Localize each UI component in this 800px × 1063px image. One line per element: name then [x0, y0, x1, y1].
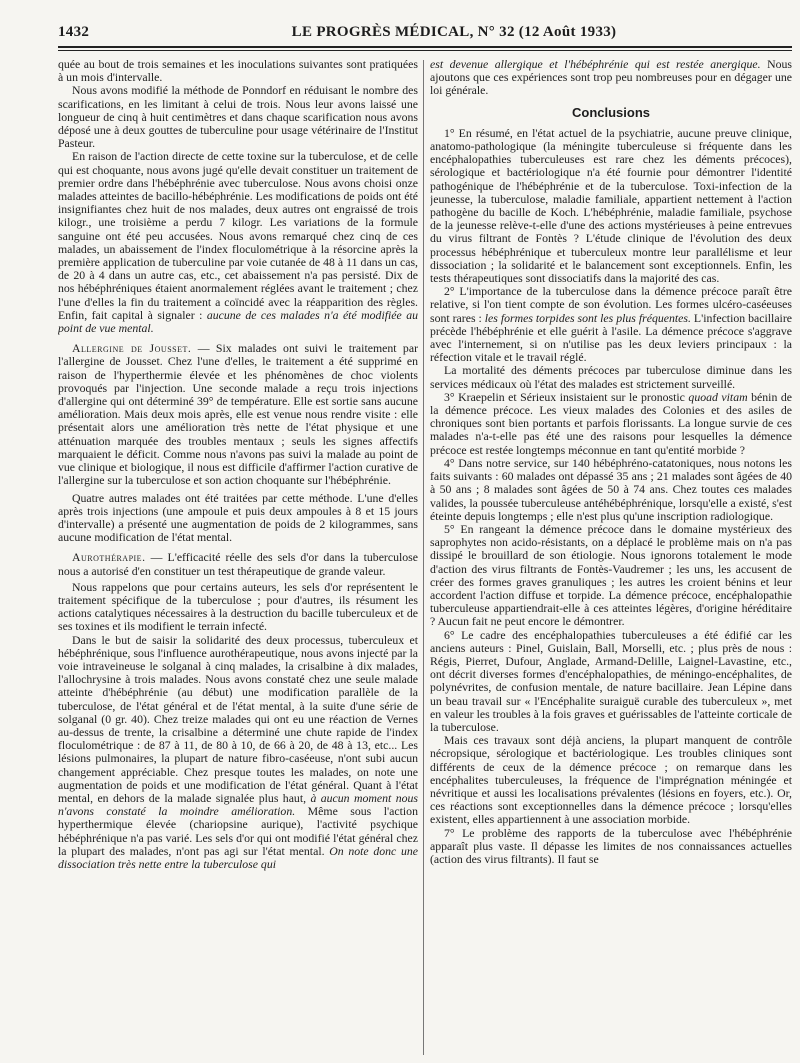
paragraph: est devenue allergique et l'hébéphrénie qui est restée anergique. Nous ajoutons que ces expériences sont trop peu nombreuses pour en dégager une loi générale.	[430, 58, 792, 98]
section-heading: Allergine de Jousset.	[72, 341, 192, 356]
paragraph-aurotherapie: Aurothérapie. — L'efficacité réelle des sels d'or dans la tuberculose nous a autorisé d'en constituer un test thérapeutique de grande valeur.	[58, 550, 418, 578]
paragraph: En raison de l'action directe de cette toxine sur la tuberculose, et de celle qui est choquante, nous avons jugé qu'elle devait constituer un traitement de premier ordre dans l'hébéphrénie avec tuberculose. Nous avons choisi onze malades atteintes de bacillo-hébéphrénie. Les modifications de poids ont été insignifiantes chez huit de nos malades, deux autres ont engraissé de trois kilogr., une troisième a perdu 7 kilogr. Les variations de la formule sanguine ont été peu accusées. Nous avons remarqué chez cinq de ces malades, un abaissement de l'index floculométrique à la résorcine après la première application de tuberculine par voie cutanée de 48 à 11 dans un cas, de 20 à 4 dans un autre cas, etc., cet abaissement n'a pas persisté. Dix de nos hébéphréniques étaient anormalement réglées avant le traitement ; chez l'une d'elles la fin du traitement a coïncidé avec la réapparition des règles. Enfin, fait capital à signaler : aucune de ces malades n'a été modifiée au point de vue mental.	[58, 149, 418, 336]
paragraph: Nous avons modifié la méthode de Ponndorf en réduisant le nombre des scarifications, en les limitant à celui de trois. Nous leur avons laissé une longueur de cinq à huit centimètres et dans chaque scarification nous avons déposé une à deux gouttes de tuberculine pour usage vétérinaire de l'Institut Pasteur.	[58, 83, 418, 151]
conclusion-5: 5° En rangeant la démence précoce dans le domaine mystérieux des saprophytes non acido-résistants, on a déplacé le problème mais on n'a pas dissipé le brouillard de son étiologie. Nous ignorons totalement le mode d'action des virus filtrants de Fontès-Vaudremer ; les uns, les accusent de créer des formes graves granuliques ; les autres les croient bénins et leur accordent l'action diffuse et torpide. La démence précoce, encéphalopathie tuberculeuse appartiendrait-elle à ces atteintes légères, d'origine héréditaire ? Aucun fait ne peut encore le démontrer.	[430, 521, 792, 629]
paragraph: Mais ces travaux sont déjà anciens, la plupart manquent de contrôle nécropsique, sérologique et bactériologique. Les troubles cliniques sont différents de ceux de la démence précoce ; on remarque dans les encéphalites tuberculeuses, la fréquence de l'imprégnation méningée et névritique et aussi les localisations prévalentes (lésions en foyers, etc.). Or, ces réactions sont exceptionnelles dans la démence précoce ; lorsqu'elles existent, elles appartiennent à une association morbide.	[430, 733, 792, 827]
conclusion-7: 7° Le problème des rapports de la tuberculose avec l'hébéphrénie apparaît plus vaste. Il dépasse les limites de nos connaissances actuelles (action des virus filtrants). Il faut se	[430, 825, 792, 866]
conclusion-4: 4° Dans notre service, sur 140 hébéphréno-catatoniques, nous notons les faits suivants : 60 malades ont dépassé 35 ans ; 21 malades sont âgées de 40 à 50 ans ; 8 malades sont âgées de 50 à 74 ans. Chez toutes ces malades valides, la poussée tuberculeuse antéhébéphrénique, lorsqu'elle a existé, s'est éteinte depuis longtemps ; elle n'est plus qu'une inscription radiologique.	[430, 455, 792, 523]
header-rule-thin	[58, 50, 792, 51]
paragraph: Nous rappelons que pour certains auteurs, les sels d'or représentent le traitement spécifique de la tuberculose ; pour d'autres, ils résument les actions catalytiques nécessaires à la destruction du bacille tuberculeux et de ses toxines et ils modifient le terrain infecté.	[58, 579, 418, 634]
paragraph: quée au bout de trois semaines et les inoculations suivantes sont pratiquées à un mois d'intervalle.	[58, 58, 418, 85]
paragraph: Quatre autres malades ont été traitées par cette méthode. L'une d'elles après trois injections (une ampoule et puis deux ampoules à 8 et 15 jours d'intervalle) a présenté une augmentation de poids de 2 kilogrammes, sans aucune modification de l'état mental.	[58, 490, 418, 545]
page-header	[58, 24, 790, 46]
conclusion-6: 6° Le cadre des encéphalopathies tuberculeuses a été édifié car les anciens auteurs : Pinel, Guislain, Ball, Morselli, etc. ; plus près de nous : Régis, Pierret, Dufour, Anglade, Armand-Delille, Laignel-Lavastine, etc., ont décrit diverses formes d'encéphalopathies, de méningo-encéphalites, de polynévrites, de confusion mentale, de nature bacillaire. Jean Lépine dans un beau travail sur « l'Encéphalite suraiguë curable des tuberculeux », met en valeur les troubles à la fois graves et guérissables de l'atteinte corticale de la tuberculose.	[430, 627, 792, 734]
paragraph: La mortalité des déments précoces par tuberculose diminue dans les services médicaux où l'état des malades est strictement surveillé.	[430, 363, 792, 391]
section-heading: Aurothérapie.	[72, 550, 146, 565]
page-number: 1432	[58, 24, 90, 40]
left-column	[58, 58, 418, 1058]
header-rule	[58, 46, 792, 48]
conclusion-2: 2° L'importance de la tuberculose dans la démence précoce paraît être relative, si l'on tient compte de son évolution. Les formes ulcéro-caséeuses sont rares : les formes torpides sont les plus fréquentes. L'infection bacillaire précède l'hébéphrénie et elle guérit à l'asile. La démence précoce s'aggrave avec l'internement, si on n'utilise pas les deux leviers principaux : la réfection vitale et le travail réglé.	[430, 284, 792, 365]
paragraph: Dans le but de saisir la solidarité des deux processus, tuberculeux et hébéphrénique, sous l'influence aurothérapeutique, nous avons injecté par la voie intraveineuse le solganal à cinq malades, la crisalbine à dix malades, l'allochrysine à trois malades. Nous avons constaté chez une seule malade atteinte d'hébéphrénie (au début) une modification parallèle de la tuberculose, de l'état général et de l'état mental, à la suite d'une série de solganal (0 gr. 40). Chez treize malades qui ont eu une réaction de Vernes au-dessus de trente, la crisalbine a déterminé une chute rapide de l'index floculométrique : de 87 à 11, de 80 à 10, de 66 à 20, de 48 à 13, etc... Les lésions pulmonaires, la plupart de nature fibro-caséeuse, n'ont subi aucun changement appréciable. Chez presque toutes les malades, on note une augmentation de poids et une modification de l'état général. Quant à l'état mental, en dehors de la malade signalée plus haut, à aucun moment nous n'avons constaté la moindre amélioration. Même sous l'action hyperthermique élevée (chariopsine aurique), l'activité psychique hébéphrénique n'a pas varié. Les sels d'or qui ont modifié l'état général chez la plupart des malades, n'ont pas agi sur l'état mental. On note donc une dissociation très nette entre la tuberculose qui	[58, 632, 418, 871]
paragraph-allergine: Allergine de Jousset. — Six malades ont suivi le traitement par l'allergine de Jousset. Chez l'une d'elles, le traitement a été supprimé en raison de l'hyperthermie élevée et les phénomènes de choc violents provoqués par l'injection. Une seconde malade a reçu trois injections d'allergine qui ont déterminé 39° de température. Elle est sortie sans aucune amélioration. Mais deux mois après, elle est venue nous rendre visite : elle présentait alors une amélioration très nette de l'état physique et une atténuation marquée des troubles mentaux ; seuls les signes affectifs marquaient le déficit. Comme nous n'avons pas suivi la malade au point de vue clinique et biologique, il nous est difficile d'affirmer l'action curative de l'allergine sur la tuberculose et son action choquante sur l'hébéphrénie.	[58, 341, 418, 488]
conclusion-3: 3° Kraepelin et Sérieux insistaient sur le pronostic quoad vitam bénin de la démence précoce. Les vieux malades des Colonies et des asiles de chroniques sont bien portants et parfois florissants. La longue survie de ces malades n'a-t-elle pas été une des raisons pour lesquelles la démence précoce est restée longtemps méconnue en tant qu'entité morbide ?	[430, 389, 792, 457]
column-divider	[423, 60, 424, 1055]
conclusion-1: 1° En résumé, en l'état actuel de la psychiatrie, aucune preuve clinique, anatomo-pathologique (la méningite tuberculeuse si fréquente dans les encéphalopathies tuberculeuses est rare chez les déments précoces), sérologique et bactériologique n'a été fournie pour démontrer l'identité pathogénique de l'hébéphrénie et de la tuberculose. Toxi-infection de la jeunesse, la tuberculose, maladie familiale, appartient nettement à l'action pathogène du bacille de Koch. L'hébéphrénie, maladie familiale, psychose de la jeunesse relève-t-elle d'une des actions mystérieuses à peine entrevues du virus filtrant de Fontès ? L'étude clinique de l'évolution des deux processus hébéphrénique et tuberculeux montre leur parallélisme et leur dissociation ; la solidarité et le balancement sont exceptionnels. Enfin, les tests thérapeutiques sont dissociatifs dans la majorité des cas.	[430, 125, 792, 286]
right-column	[430, 58, 792, 1058]
conclusions-heading: Conclusions	[571, 104, 650, 120]
journal-title: LE PROGRÈS MÉDICAL, N° 32 (12 Août 1933)	[291, 24, 617, 40]
